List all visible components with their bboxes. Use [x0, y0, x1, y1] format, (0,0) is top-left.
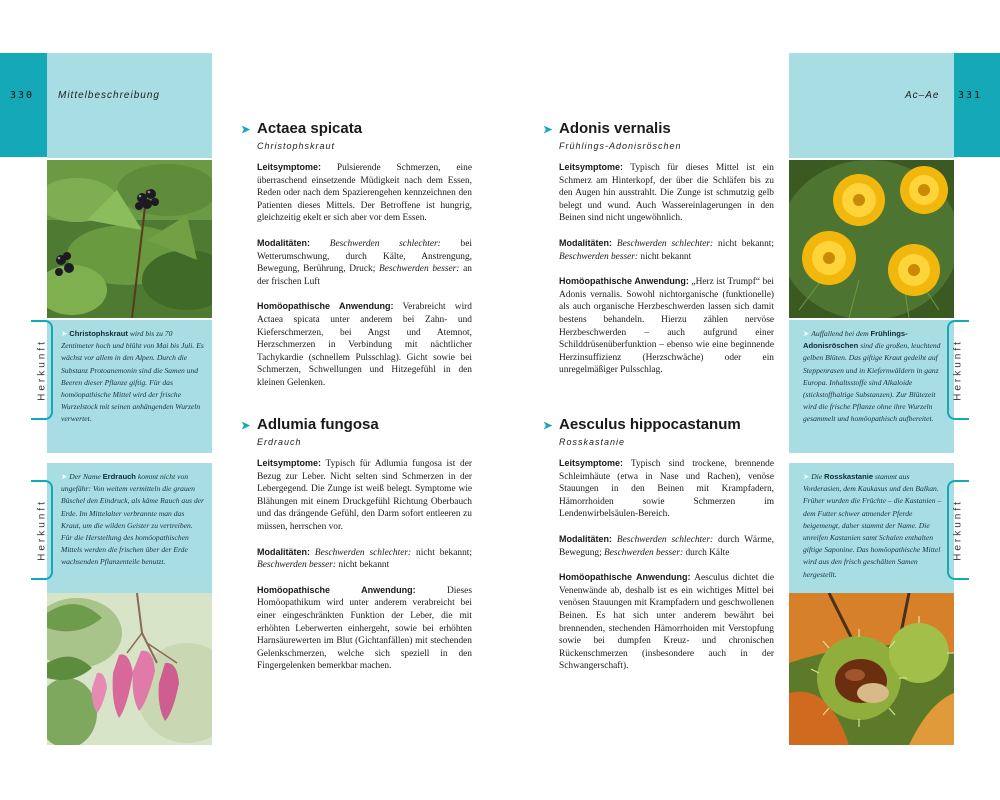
running-title-right: Ac–Ae	[905, 90, 940, 101]
page-tab-left	[0, 53, 48, 157]
triangle-icon: ➤	[543, 420, 553, 432]
herkunft-marker-left-1	[31, 320, 53, 420]
herkunft-marker-right-2	[947, 480, 969, 580]
info-text: wird bis zu 70 Zentimeter hoch und blüht von Mai bis Juli. Es wächst vor allem in den Alpen. Durch die Substanz Protoanemonin sind die Samen und Beeren dieser Pflanze giftig. Für das homöopathische Mittel wird der frische Wurzelstock mit seinen anhängenden Wurzeln verwertet.	[61, 329, 204, 424]
running-title-left: Mittelbeschreibung	[58, 90, 160, 101]
monograph-aesculus-hippocastanum	[543, 416, 775, 673]
info-name: Erdrauch	[102, 472, 136, 481]
monograph-title: ➤ Actaea spicata	[241, 120, 363, 137]
modalitaeten-paragraph: Modalitäten: Beschwerden schlechter: nicht bekannt; Beschwerden besser: nicht bekannt	[257, 546, 472, 571]
herkunft-marker-right-1	[947, 320, 969, 420]
right-header-block	[789, 53, 954, 158]
leitsymptome-paragraph: Leitsymptome: Typisch für dieses Mittel ist ein Schmerz am Hinterkopf, der über die Schläfen bis zu den Augen hin ausstrahlt. Die Zunge ist schmutzig gelb belegt und wund. Auch Wassereinlagerungen in den Beinen sind nicht ungewöhnlich.	[559, 162, 774, 224]
monograph-subtitle: Frühlings-Adonisröschen	[559, 141, 682, 151]
herkunft-label: Herkunft	[36, 499, 48, 561]
erdrauch-photo	[47, 593, 212, 745]
modalitaeten-paragraph: Modalitäten: Beschwerden schlechter: bei Wetterumschwung, durch Kälte, Anstrengung, Bewegung, Berührung, Druck; Beschwerden besser: an der frischen Luft	[257, 237, 472, 287]
herkunft-marker-left-2	[31, 480, 53, 580]
anwendung-paragraph: Homöopathische Anwendung: Verabreicht wird Actaea spicata unter anderem bei Zahn- und Kieferschmerzen, bei Angst und Atemnot, Herzschmerzen in Verbindung mit nächtlicher Tachykardie (schnellem Pulsschlag). Gicht sowie bei Schmerzen, Schwellungen und Hitzegefühl in den kleinen Gelenken.	[257, 301, 472, 388]
monograph-subtitle: Christophskraut	[257, 141, 336, 151]
monograph-adonis-vernalis	[543, 120, 774, 377]
info-box-erdrauch	[47, 463, 212, 593]
christophskraut-photo	[47, 160, 212, 318]
info-box-adonisroeschen	[789, 320, 954, 453]
anwendung-paragraph: Homöopathische Anwendung: Dieses Homöopathikum wird unter anderem verabreicht bei einer eingeschränkten Funktion der Leber, die mit erhöhten Leberwerten einhergeht, sowie bei erhöhten Harnsäurewerten im Blut (Gichtanfällen) mit stechenden Gelenkschmerzen, welche sich speziell in den Fingergelenken bemerkbar machen.	[257, 584, 472, 672]
monograph-adlumia-fungosa	[241, 416, 472, 673]
monograph-title: ➤ Adonis vernalis	[543, 120, 671, 137]
page-number-right: 331	[958, 90, 983, 101]
page-tab-right	[952, 53, 1000, 157]
page-number-left: 330	[10, 90, 35, 101]
info-name: Rosskastanie	[824, 472, 874, 481]
info-name: Christophskraut	[69, 329, 128, 338]
info-intro: Auffallend bei dem	[811, 329, 869, 338]
info-name: Frühlings-Adonisröschen	[803, 329, 908, 351]
herkunft-label: Herkunft	[36, 339, 48, 401]
info-box-christophskraut	[47, 320, 212, 453]
monograph-subtitle: Erdrauch	[257, 437, 302, 447]
leitsymptome-paragraph: Leitsymptome: Typisch für Adlumia fungosa ist der Bezug zur Leber. Nicht selten sind Schmerzen in der Lebergegend. Die Zunge ist weiß belegt. Symptome wie Blähungen mit einem Druckgefühl Richtung Oberbauch und das drängende Gefühl, den Darm sofort entleeren zu müssen, herrschen vor.	[257, 458, 472, 532]
info-text: sind die großen, leuchtend gelben Blüten. Das giftige Kraut gedeiht auf Steppenrasen und in Kiefernwäldern in ganz Europa. Inhaltsstoffe sind Alkaloide (stickstoffhaltige Substanzen). Zur Blütezeit wird die frische Pflanze ohne ihre Wurzeln gesammelt und homöopathisch aufbereitet.	[803, 341, 941, 424]
info-intro: Die	[811, 472, 823, 481]
adonisroeschen-photo	[789, 160, 954, 318]
anwendung-paragraph: Homöopathische Anwendung: Aesculus dichtet die Venenwände ab, deshalb ist es ein wichtiges Mittel bei venösen Stauungen mit Krampfadern und geschwollenen Beinen. Es hat sich unter anderem bewährt bei brennenden, stechenden Hämorrhoiden mit Verstopfung sowie bei dumpfen Kreuz- und chronischen Rückenschmerzen (insbesondere auch in der Schwangerschaft).	[559, 572, 774, 672]
monograph-actaea-spicata	[241, 120, 472, 390]
arrow-icon: ➤	[803, 329, 812, 338]
leitsymptome-paragraph: Leitsymptome: Typisch sind trockene, brennende Schleimhäute (etwa in Nase und Rachen), venöse Stauungen in den Beinen mit Krampfadern, Hämorrhoiden sowie Schmerzen im Lendenwirbelsäulen-Bereich.	[559, 458, 774, 520]
arrow-icon: ➤	[803, 472, 812, 481]
triangle-icon: ➤	[543, 124, 553, 136]
herkunft-label: Herkunft	[952, 499, 964, 561]
arrow-icon: ➤	[61, 329, 70, 338]
monograph-title: ➤ Aesculus hippocastanum	[543, 416, 741, 433]
modalitaeten-paragraph: Modalitäten: Beschwerden schlechter: durch Wärme, Bewegung; Beschwerden besser: durch Kälte	[559, 533, 775, 558]
anwendung-paragraph: Homöopathische Anwendung: „Herz ist Trumpf“ bei Adonis vernalis. Sowohl nichtorganische (funktionelle) als auch organische Herzbeschwerden lassen sich damit bestens behandeln. Hierzu zählen nervöse Herzbeschwerden – auch aufgrund einer Schilddrüsenüberfunktion – ebenso wie eine beginnende Herzinsuffizienz (Herzschwäche) oder ein unregelmäßiger Pulsschlag.	[559, 276, 774, 376]
info-intro: Der Name	[69, 472, 101, 481]
herkunft-label: Herkunft	[952, 339, 964, 401]
triangle-icon: ➤	[241, 124, 251, 136]
arrow-icon: ➤	[61, 472, 70, 481]
modalitaeten-paragraph: Modalitäten: Beschwerden schlechter: nicht bekannt; Beschwerden besser: nicht bekannt	[559, 237, 774, 262]
monograph-title: ➤ Adlumia fungosa	[241, 416, 379, 433]
info-text: stammt aus Vorderasien, dem Kaukasus und den Balkan. Früher wurden die Früchte – die Kastanien – dem Futter schwer atmender Pferde beigemengt, daher stammt der Name. Die unreifen Kastanien samt Schalen enthalten giftige Saponine. Das homöopathische Mittel wird aus den frisch geschälten Samen hergestellt.	[803, 472, 942, 579]
info-box-rosskastanie	[789, 463, 954, 593]
monograph-subtitle: Rosskastanie	[559, 437, 626, 447]
leitsymptome-paragraph: Leitsymptome: Pulsierende Schmerzen, eine überraschend einsetzende Müdigkeit nach dem Essen, Reden oder nach dem Spazierengehen kennzeichnen den Patienten dieses Mittels. Der Betroffene ist hungrig, gleichzeitig ekelt er sich aber vor dem Essen.	[257, 162, 472, 224]
rosskastanie-photo	[789, 593, 954, 745]
left-header-block	[47, 53, 212, 158]
info-text: kommt nicht von ungefähr: Von weitem vermitteln die grauen Büschel den Eindruck, als käme Rauch aus der Erde. Im Mittelalter verbrannte man das Kraut, um die wilden Geister zu vertreiben. Für die Herstellung des homöopathischen Mittels werden die frischen über der Erde wachsenden Pflanzenteile benutzt.	[61, 472, 204, 567]
triangle-icon: ➤	[241, 420, 251, 432]
right-sidebar	[789, 53, 954, 745]
left-sidebar	[47, 53, 212, 745]
